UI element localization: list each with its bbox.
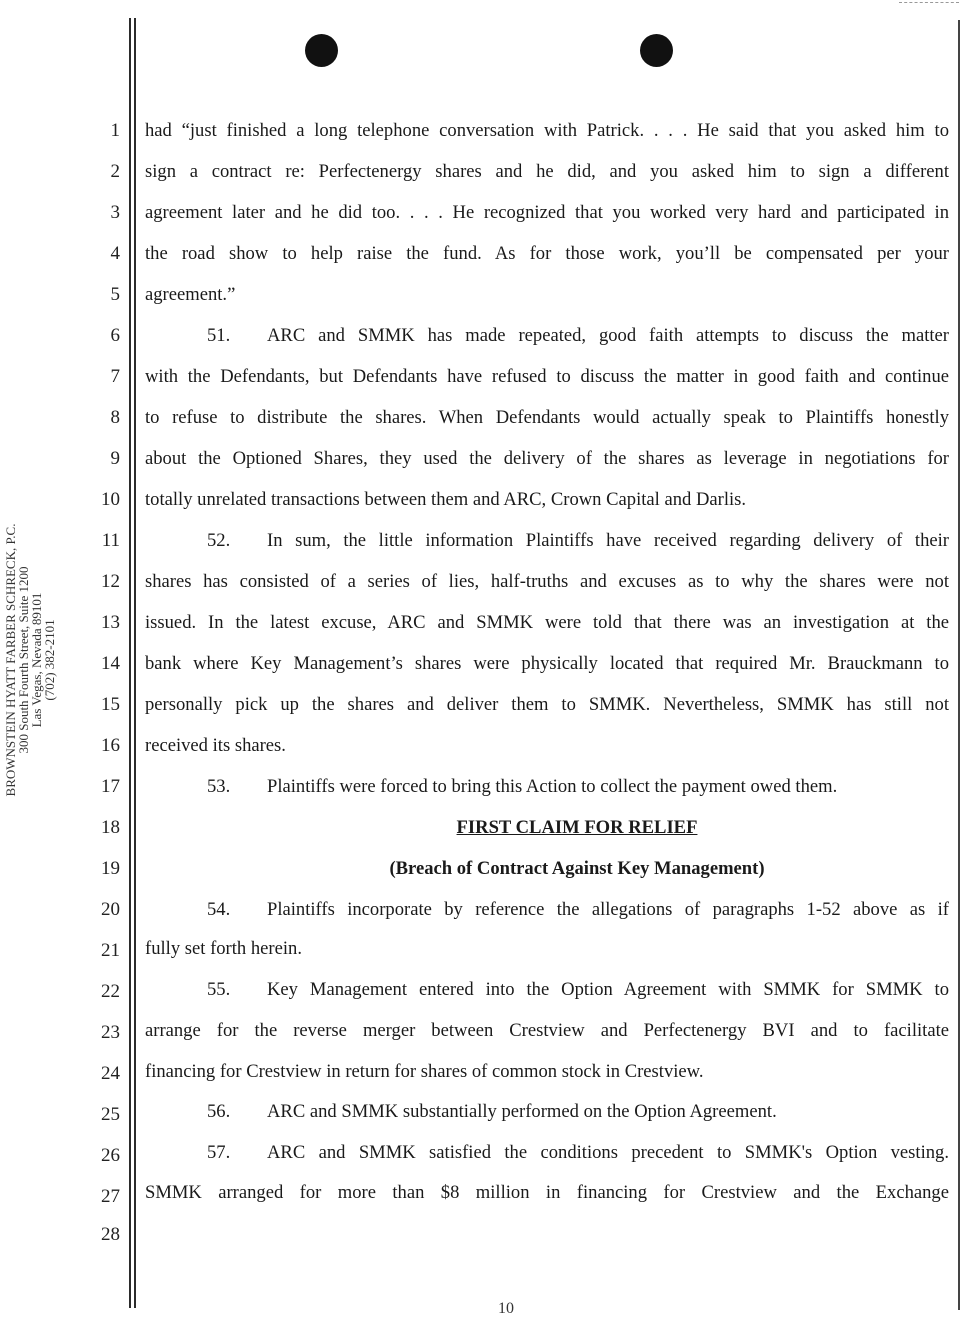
line-number: 15 <box>101 694 120 715</box>
line-number: 19 <box>101 858 120 879</box>
punch-hole-left <box>305 34 338 67</box>
paragraph-52-first-line <box>207 529 949 553</box>
text-span: In sum, the little information Plaintiffs have received regarding delivery of their <box>267 530 949 551</box>
line-number: 5 <box>110 284 120 305</box>
text-line: the road show to help raise the fund. As for those work, you’ll be compensated per your <box>145 243 949 264</box>
paragraph-number: 52. <box>207 530 231 551</box>
text-span: ARC and SMMK satisfied the conditions precedent to SMMK's Option vesting. <box>267 1142 949 1163</box>
line-number: 18 <box>101 817 120 838</box>
paragraph-number: 57. <box>207 1142 231 1163</box>
line-number: 13 <box>101 612 120 633</box>
text-line: with the Defendants, but Defendants have refused to discuss the matter in good faith and continue <box>145 366 949 387</box>
left-margin-rule-inner <box>134 18 136 1308</box>
text-span: Plaintiffs incorporate by reference the allegations of paragraphs 1-52 above as if <box>267 899 949 920</box>
line-number: 23 <box>101 1022 120 1043</box>
paragraph-number: 56. <box>207 1101 231 1122</box>
line-number: 26 <box>101 1145 120 1166</box>
scan-mark <box>899 2 959 3</box>
paragraph-number: 54. <box>207 899 231 920</box>
line-number: 22 <box>101 981 120 1002</box>
line-number: 4 <box>110 243 120 264</box>
line-number: 17 <box>101 776 120 797</box>
paragraph-number: 55. <box>207 979 231 1000</box>
paragraph-56-line <box>207 1100 949 1124</box>
text-line: to refuse to distribute the shares. When Defendants would actually speak to Plaintiffs honestly <box>145 407 949 428</box>
line-number: 27 <box>101 1186 120 1207</box>
left-margin-rule <box>129 18 131 1308</box>
line-number: 14 <box>101 653 120 674</box>
page-number: 10 <box>498 1300 514 1317</box>
punch-hole-right <box>640 34 673 67</box>
line-number: 25 <box>101 1104 120 1125</box>
text-line: arrange for the reverse merger between Crestview and Perfectenergy BVI and to facilitate <box>145 1020 949 1041</box>
text-line: received its shares. <box>145 735 286 756</box>
line-number: 20 <box>101 899 120 920</box>
text-line: personally pick up the shares and deliver them to SMMK. Nevertheless, SMMK has still not <box>145 694 949 715</box>
line-number: 10 <box>101 489 120 510</box>
line-number: 8 <box>110 407 120 428</box>
text-line: sign a contract re: Perfectenergy shares and he did, and you asked him to sign a different <box>145 161 949 182</box>
line-number: 1 <box>110 120 120 141</box>
paragraph-number: 53. <box>207 776 231 797</box>
line-number: 24 <box>101 1063 120 1084</box>
text-span: Key Management entered into the Option Agreement with SMMK for SMMK to <box>267 979 949 1000</box>
line-number: 16 <box>101 735 120 756</box>
text-line: agreement.” <box>145 284 236 305</box>
text-span: Plaintiffs were forced to bring this Action to collect the payment owed them. <box>267 776 838 797</box>
paragraph-number: 51. <box>207 325 231 346</box>
line-number: 9 <box>110 448 120 469</box>
line-number: 11 <box>101 530 120 551</box>
text-span: ARC and SMMK substantially performed on the Option Agreement. <box>267 1101 777 1122</box>
line-number: 2 <box>110 161 120 182</box>
paragraph-53-line <box>207 775 949 799</box>
text-line: issued. In the latest excuse, ARC and SMMK were told that there was an investigation at the <box>145 612 949 633</box>
line-number: 21 <box>101 940 120 961</box>
line-number: 3 <box>110 202 120 223</box>
paragraph-55-first-line <box>207 978 949 1002</box>
claim-subheading: (Breach of Contract Against Key Management) <box>389 858 765 879</box>
line-number: 12 <box>101 571 120 592</box>
text-line: financing for Crestview in return for shares of common stock in Crestview. <box>145 1061 704 1082</box>
text-line: totally unrelated transactions between them and ARC, Crown Capital and Darlis. <box>145 489 747 510</box>
text-line: SMMK arranged for more than $8 million in financing for Crestview and the Exchange <box>145 1182 949 1203</box>
paragraph-51-first-line <box>207 324 949 348</box>
line-number: 28 <box>101 1224 120 1245</box>
text-span: ARC and SMMK has made repeated, good faith attempts to discuss the matter <box>267 325 949 346</box>
line-number: 7 <box>110 366 120 387</box>
firm-name: BROWNSTEIN HYATT FARBER SCHRECK, P.C. <box>3 523 18 797</box>
text-line: bank where Key Management’s shares were physically located that required Mr. Brauckmann to <box>145 653 949 674</box>
paragraph-57-first-line <box>207 1141 949 1165</box>
claim-heading <box>145 816 971 840</box>
right-margin-rule <box>958 20 960 1310</box>
firm-city: Las Vegas, Nevada 89101 <box>29 592 44 728</box>
paragraph-54-first-line <box>207 898 949 922</box>
line-number: 6 <box>110 325 120 346</box>
firm-sidebar <box>0 500 60 820</box>
text-line: had “just finished a long telephone conversation with Patrick. . . . He said that you asked him to <box>145 120 949 141</box>
firm-phone: (702) 382-2101 <box>42 619 57 701</box>
text-line: about the Optioned Shares, they used the delivery of the shares as leverage in negotiations for <box>145 448 949 469</box>
claim-heading-text: FIRST CLAIM FOR RELIEF <box>456 817 698 838</box>
text-line: fully set forth herein. <box>145 938 302 959</box>
text-line: shares has consisted of a series of lies, half-truths and excuses as to why the shares were not <box>145 571 949 592</box>
text-line: agreement later and he did too. . . . He recognized that you worked very hard and participated in <box>145 202 949 223</box>
firm-street: 300 South Fourth Street, Suite 1200 <box>16 566 31 754</box>
